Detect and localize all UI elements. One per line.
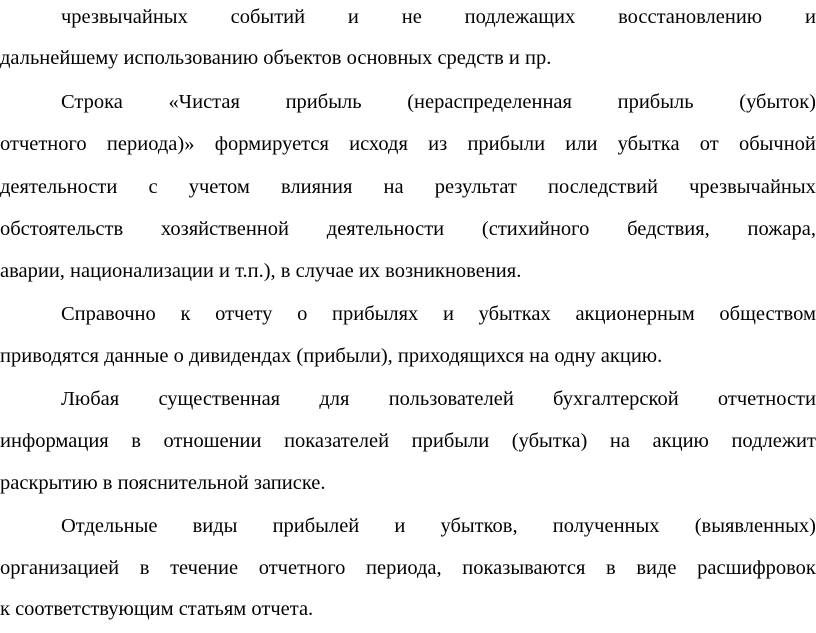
text-line — [0, 299, 816, 329]
word: убытков, — [440, 515, 518, 537]
word: бедствия, — [627, 218, 710, 240]
word: на — [609, 430, 630, 452]
word: на — [383, 176, 404, 198]
word: Отдельные — [61, 515, 158, 537]
word: периода)» — [106, 133, 195, 155]
text-line — [0, 426, 816, 456]
word: подлежащих — [464, 6, 576, 28]
word: прибылей — [272, 515, 360, 537]
word: прибыль — [285, 91, 362, 113]
word: прибылях — [332, 303, 419, 325]
word: обычной — [738, 133, 816, 155]
text-line — [0, 511, 816, 541]
text-line — [0, 341, 816, 371]
word: в — [131, 430, 141, 452]
text-line — [0, 129, 816, 159]
text-line — [0, 172, 816, 202]
word: учетом — [188, 176, 250, 198]
line-text: дальнейшему использованию объектов основных средств и пр. — [0, 47, 552, 69]
word: восстановлению — [618, 6, 763, 28]
text-line — [0, 384, 816, 414]
word: отчетного — [258, 557, 346, 579]
word: пользователей — [388, 388, 514, 410]
word: Строка — [61, 91, 123, 113]
word: виде — [636, 557, 677, 579]
word: исходя — [349, 133, 408, 155]
text-line — [0, 594, 816, 624]
text-line — [0, 214, 816, 244]
word: информация — [0, 430, 109, 452]
word: чрезвычайных — [689, 176, 816, 198]
word: расшифровок — [697, 557, 816, 579]
word: обществом — [719, 303, 816, 325]
word: виды — [192, 515, 238, 537]
word: и — [804, 6, 816, 28]
word: формируется — [214, 133, 329, 155]
word: существенная — [158, 388, 281, 410]
text-line — [0, 468, 816, 498]
word: «Чистая — [168, 91, 240, 113]
word: периода, — [366, 557, 442, 579]
text-line — [0, 43, 816, 73]
word: показателей — [284, 430, 390, 452]
word: не — [401, 6, 422, 28]
word: о — [297, 303, 308, 325]
word: из — [428, 133, 448, 155]
line-text: раскрытию в пояснительной записке. — [0, 472, 326, 494]
word: организацией — [0, 557, 120, 579]
word: (убыток) — [739, 91, 816, 113]
word: пожара, — [747, 218, 816, 240]
word: акционерным — [575, 303, 695, 325]
word: (убытка) — [511, 430, 588, 452]
word: прибыли — [467, 133, 546, 155]
line-text: приводятся данные о дивидендах (прибыли), приходящихся на одну акцию. — [0, 345, 663, 367]
word: отчетности — [717, 388, 816, 410]
word: Справочно — [61, 303, 156, 325]
word: показываются — [462, 557, 586, 579]
word: Любая — [61, 388, 120, 410]
text-line — [0, 553, 816, 583]
word: хозяйственной — [160, 218, 290, 240]
word: событий — [230, 6, 306, 28]
line-text: аварии, национализации и т.п.), в случае их возникновения. — [0, 260, 522, 282]
text-line — [0, 87, 816, 117]
word: (нераспределенная — [407, 91, 572, 113]
word: отчетного — [0, 133, 87, 155]
word: подлежит — [731, 430, 816, 452]
word: бухгалтерской — [553, 388, 679, 410]
word: убытках — [478, 303, 551, 325]
word: убытка — [617, 133, 680, 155]
word: отчету — [215, 303, 273, 325]
word: и — [394, 515, 406, 537]
word: деятельности — [0, 176, 118, 198]
word: полученных — [552, 515, 660, 537]
word: (стихийного — [481, 218, 590, 240]
word: (выявленных) — [694, 515, 816, 537]
word: чрезвычайных — [61, 6, 188, 28]
line-text: к соответствующим статьям отчета. — [0, 598, 314, 620]
word: прибыль — [617, 91, 694, 113]
word: в — [606, 557, 616, 579]
word: последствий — [547, 176, 658, 198]
word: результат — [434, 176, 517, 198]
word: прибыли — [411, 430, 490, 452]
word: течение — [170, 557, 239, 579]
word: с — [148, 176, 158, 198]
word: и — [347, 6, 359, 28]
word: для — [319, 388, 350, 410]
word: от — [699, 133, 719, 155]
word: или — [565, 133, 598, 155]
text-line — [0, 2, 816, 32]
word: в — [139, 557, 150, 579]
text-line — [0, 256, 816, 286]
word: к — [180, 303, 191, 325]
word: отношении — [163, 430, 262, 452]
word: влияния — [280, 176, 353, 198]
word: и — [442, 303, 454, 325]
word: акцию — [652, 430, 709, 452]
word: обстоятельств — [0, 218, 124, 240]
word: деятельности — [326, 218, 445, 240]
